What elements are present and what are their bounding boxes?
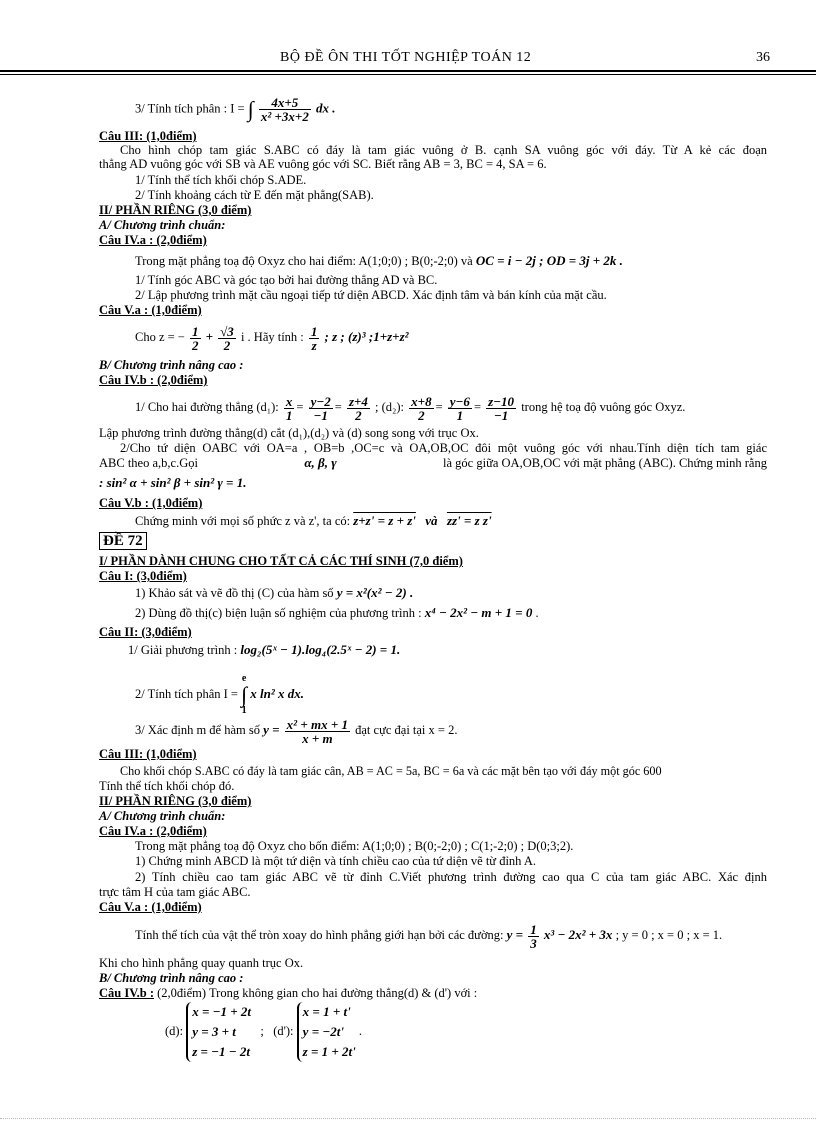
lower-limit: 1 bbox=[241, 705, 247, 716]
paragraph: Lập phương trình đường thẳng(d) cắt (d₁),(d₂) và (d) song song với trục Ox. bbox=[99, 426, 479, 440]
denominator: 2 bbox=[192, 337, 199, 353]
text: và bbox=[425, 513, 438, 528]
equation: y = 3 + t bbox=[192, 1024, 236, 1039]
numerator: z−10 bbox=[488, 393, 515, 409]
line-label-d: (d): bbox=[165, 1023, 184, 1038]
denominator: x² +3x+2 bbox=[260, 109, 309, 124]
formula: x ln² x dx. bbox=[250, 685, 305, 701]
fraction bbox=[284, 395, 295, 422]
integral-question bbox=[135, 674, 304, 716]
fraction bbox=[259, 96, 311, 123]
integral-limits bbox=[241, 674, 247, 716]
text: đạt cực đại tại x = 2. bbox=[355, 723, 458, 737]
numerator: √3 bbox=[220, 323, 234, 339]
text: trong hệ toạ độ vuông góc Oxyz. bbox=[521, 400, 686, 414]
numerator: y−2 bbox=[310, 393, 331, 409]
denominator: 1 bbox=[285, 407, 293, 423]
numerator: x² + mx + 1 bbox=[286, 716, 348, 732]
paragraph: 1/ Tính thể tích khối chóp S.ADE. bbox=[135, 173, 307, 187]
section-heading: Câu V.b : (1,0điểm) bbox=[99, 496, 203, 510]
text: Trong mặt phẳng toạ độ Oxyz cho hai điểm: A(1;0;0) ; B(0;-2;0) và bbox=[135, 254, 473, 268]
section-heading: Câu IV.a : (2,0điểm) bbox=[99, 233, 207, 247]
paragraph: thẳng AD vuông góc với SB và AE vuông góc với SC. Biết rằng AB = 3, BC = 4, SA = 6. bbox=[99, 157, 547, 171]
section-heading: Câu III: (1,0điểm) bbox=[99, 747, 197, 761]
numerator: x+8 bbox=[411, 393, 432, 409]
page-header bbox=[100, 50, 770, 70]
equation: x = 1 + t' bbox=[302, 1004, 351, 1019]
paragraph bbox=[135, 716, 457, 745]
section-heading: Câu IV.b : (2,0điểm) bbox=[99, 373, 208, 387]
footer-rule bbox=[0, 1118, 816, 1119]
denominator: 3 bbox=[530, 935, 537, 951]
text: 1/ Giải phương trình : bbox=[128, 643, 238, 657]
paragraph bbox=[135, 921, 722, 950]
equation: y = −2t' bbox=[302, 1024, 344, 1039]
equation: x = −1 + 2t bbox=[192, 1004, 251, 1019]
line-label-d-prime: (d'): bbox=[273, 1023, 294, 1038]
formula: x⁴ − 2x² − m + 1 = 0 bbox=[424, 605, 533, 620]
integral-sign: ∫ bbox=[241, 682, 248, 707]
numerator: x bbox=[285, 393, 293, 409]
integral-question bbox=[135, 96, 335, 123]
paragraph: 1/ Tính góc ABC và góc tạo bởi hai đường thẳng AD và BC. bbox=[135, 273, 438, 287]
paragraph: trực tâm H của tam giác ABC. bbox=[99, 885, 251, 899]
denominator: z bbox=[311, 337, 317, 353]
equation: z = −1 − 2t bbox=[192, 1044, 251, 1059]
denominator: 2 bbox=[418, 407, 425, 423]
denominator: −1 bbox=[493, 407, 509, 423]
lines-question: 1/ Cho hai đường thẳng (d₁): $\frac{x}{1}$ = $\frac{y-2}{-1}$ = $\frac{z+4}{2}$ ; (d₂): $\frac{x+8}{2}$ = $\frac{y-6}{1}$ = $\frac{z-10}{-1}$ trong hệ toạ độ vuông góc Oxyz. bbox=[135, 393, 686, 423]
text: 1/ Cho hai đường thẳng (d₁): bbox=[135, 400, 279, 414]
formula: y = bbox=[506, 927, 524, 942]
upper-limit: e bbox=[241, 673, 247, 684]
paragraph: Cho khối chóp S.ABC có đáy là tam giác cân, AB = AC = 5a, BC = 6a và các mặt bên tạo với đáy một góc 600 bbox=[120, 764, 662, 778]
denominator: −1 bbox=[313, 407, 328, 423]
paragraph: Tính thể tích khối chóp đó. bbox=[99, 779, 235, 793]
paragraph: 2/ Tính khoảng cách từ E đến mặt phẳng(SAB). bbox=[135, 188, 374, 202]
fraction bbox=[347, 395, 370, 422]
section-heading: Câu IV.b : bbox=[99, 986, 154, 1000]
complex-question bbox=[135, 323, 409, 352]
vector-formula: OC = i − 2j ; OD = 3j + 2k . bbox=[475, 253, 623, 268]
formula: zz' = z z' bbox=[446, 513, 492, 528]
paragraph bbox=[135, 514, 492, 528]
identity-formula: : sin² α + sin² β + sin² γ = 1. bbox=[99, 475, 247, 490]
denominator: 2 bbox=[355, 407, 362, 423]
numerator: 1 bbox=[310, 323, 318, 339]
fraction bbox=[218, 325, 236, 352]
formula: y = bbox=[263, 722, 280, 737]
text: ; y = 0 ; x = 0 ; x = 1. bbox=[615, 928, 723, 942]
section-heading: II/ PHẦN RIÊNG (3,0 điểm) bbox=[99, 794, 252, 808]
paragraph: 2) Tính chiều cao tam giác ABC vẽ từ đỉnh C.Viết phương trình đường cao qua C của tam giác ABC. Xác định bbox=[135, 870, 767, 884]
fraction bbox=[528, 923, 539, 950]
text: 3/ Tính tích phân : I = bbox=[135, 101, 245, 116]
fraction bbox=[309, 395, 333, 422]
denominator: 1 bbox=[456, 407, 464, 423]
paragraph bbox=[128, 643, 400, 657]
text: là góc giữa OA,OB,OC với mặt phẳng (ABC). Chứng minh rằng bbox=[443, 456, 767, 470]
paragraph: 2/Cho tứ diện OABC với OA=a , OB=b ,OC=c và OA,OB,OC đôi một vuông góc với nhau.Tính diện tích tam giác bbox=[120, 441, 767, 455]
section-heading: I/ PHẦN DÀNH CHUNG CHO TẤT CẢ CÁC THÍ SINH (7,0 điểm) bbox=[99, 554, 463, 568]
system-d-prime bbox=[297, 1002, 356, 1062]
numerator: 1 bbox=[192, 323, 199, 339]
system-d bbox=[186, 1002, 251, 1062]
exam-number-box: ĐỀ 72 bbox=[99, 532, 147, 550]
fraction bbox=[409, 395, 433, 422]
formula: z+z' = z + z' bbox=[353, 513, 416, 528]
paragraph bbox=[135, 254, 623, 268]
fraction bbox=[486, 395, 516, 422]
paragraph bbox=[99, 986, 477, 1000]
numerator: z+4 bbox=[348, 393, 368, 409]
exam-title bbox=[99, 534, 147, 548]
page-number: 36 bbox=[756, 50, 770, 65]
formula: y = x²(x² − 2) . bbox=[336, 585, 414, 600]
paragraph bbox=[99, 456, 767, 470]
text: i . Hãy tính : bbox=[240, 330, 304, 344]
text: ABC theo a,b,c.Gọi bbox=[99, 456, 198, 470]
section-heading: Câu IV.a : (2,0điểm) bbox=[99, 824, 207, 838]
equation: z = 1 + 2t' bbox=[302, 1044, 356, 1059]
paragraph: Khi cho hình phẳng quay quanh trục Ox. bbox=[99, 956, 304, 970]
text: 3/ Xác định m để hàm số bbox=[135, 723, 260, 737]
text: ; (d₂): bbox=[375, 400, 405, 414]
header-title: BỘ ĐỀ ÔN THI TỐT NGHIỆP TOÁN 12 bbox=[280, 50, 532, 65]
fraction bbox=[190, 325, 201, 352]
text: 2/ Tính tích phân I = bbox=[135, 686, 238, 701]
section-heading: Câu III: (1,0điểm) bbox=[99, 129, 197, 143]
text: Chứng minh với mọi số phức z và z', ta có: bbox=[135, 514, 351, 528]
section-heading: Câu V.a : (1,0điểm) bbox=[99, 900, 202, 914]
sub-heading: A/ Chương trình chuẩn: bbox=[99, 809, 226, 823]
paragraph: Trong mặt phẳng toạ độ Oxyz cho bốn điểm: A(1;0;0) ; B(0;-2;0) ; C(1;-2;0) ; D(0;3;2). bbox=[135, 839, 574, 853]
paragraph: 1) Chứng minh ABCD là một tứ diện và tính chiều cao của tứ diện vẽ từ đỉnh A. bbox=[135, 854, 537, 868]
sub-heading: A/ Chương trình chuẩn: bbox=[99, 218, 226, 232]
header-rule-thin bbox=[0, 74, 816, 75]
differential: dx . bbox=[315, 100, 336, 116]
fraction bbox=[285, 718, 350, 745]
text: (2,0điểm) Trong không gian cho hai đường thẳng(d) & (d') với : bbox=[157, 986, 478, 1000]
section-heading: II/ PHẦN RIÊNG (3,0 điểm) bbox=[99, 203, 252, 217]
fraction bbox=[448, 395, 472, 422]
section-heading: Câu I: (3,0điểm) bbox=[99, 569, 187, 583]
numerator: 1 bbox=[530, 921, 537, 937]
operator: + bbox=[205, 329, 214, 344]
numerator: 4x+5 bbox=[259, 96, 311, 110]
header-rule bbox=[0, 70, 816, 72]
formula: ; z ; (z)³ ;1+z+z² bbox=[324, 329, 409, 344]
text: 2) Dùng đồ thị(c) biện luận số nghiệm của phương trình : bbox=[135, 606, 422, 620]
denominator: x + m bbox=[302, 730, 333, 746]
text: . bbox=[358, 1023, 363, 1038]
greek-angles: α, β, γ bbox=[304, 455, 337, 470]
separator: ; bbox=[260, 1023, 264, 1038]
text: Cho z = − bbox=[135, 330, 185, 344]
section-heading: Câu V.a : (1,0điểm) bbox=[99, 303, 202, 317]
paragraph bbox=[135, 586, 413, 600]
line-systems bbox=[165, 1002, 362, 1062]
paragraph bbox=[135, 606, 539, 620]
numerator: y−6 bbox=[449, 393, 470, 409]
text: 1) Khảo sát và vẽ đồ thị (C) của hàm số bbox=[135, 586, 334, 600]
section-heading: Câu II: (3,0điểm) bbox=[99, 625, 192, 639]
paragraph: Cho hình chóp tam giác S.ABC có đáy là tam giác vuông ở B. cạnh SA vuông góc với đáy. Từ A kẻ các đoạn bbox=[120, 143, 767, 157]
fraction bbox=[309, 325, 320, 352]
text: . bbox=[535, 606, 539, 620]
formula: x³ − 2x² + 3x bbox=[543, 927, 613, 942]
denominator: 2 bbox=[223, 337, 231, 353]
text: Tính thể tích của vật thể tròn xoay do hình phẳng giới hạn bởi các đường: bbox=[135, 928, 504, 942]
paragraph: 2/ Lập phương trình mặt cầu ngoại tiếp tứ diện ABCD. Xác định tâm và bán kính của mặt cầu. bbox=[135, 288, 607, 302]
sub-heading: B/ Chương trình nâng cao : bbox=[99, 358, 244, 372]
integral-sign: ∫ bbox=[247, 96, 254, 122]
sub-heading: B/ Chương trình nâng cao : bbox=[99, 971, 244, 985]
formula: log₂(5ˣ − 1).log₄(2.5ˣ − 2) = 1. bbox=[240, 642, 401, 657]
